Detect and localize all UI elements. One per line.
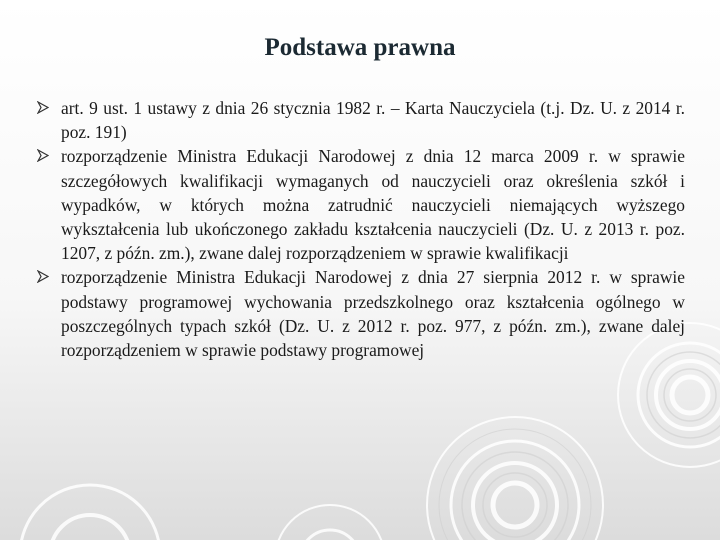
bullet-list [37,96,685,362]
bullet-item [37,96,685,144]
bullet-text: rozporządzenie Ministra Edukacji Narodowej z dnia 12 marca 2009 r. w sprawie szczegółowych kwalifikacji wymaganych od nauczycieli oraz określenia szkół i wypadków, w których można zatrudnić nauczycieli niemających wyższego wykształcenia lub ukończonego zakładu kształcenia nauczycieli (Dz. U. z 2013 r. poz. 1207, z późn. zm.), zwane dalej rozporządzeniem w sprawie kwalifikacji [61,146,685,264]
bullet-text: art. 9 ust. 1 ustawy z dnia 26 stycznia 1982 r. – Karta Nauczyciela (t.j. Dz. U. z 2014 r. poz. 191) [61,98,685,143]
bullet-text: rozporządzenie Ministra Edukacji Narodowej z dnia 27 sierpnia 2012 r. w sprawie podstawy programowej wychowania przedszkolnego oraz kształcenia ogólnego w poszczególnych typach szkół (Dz. U. z 2012 r. poz. 977, z późn. zm.), zwane dalej rozporządzeniem w sprawie podstawy programowej [61,267,685,361]
slide-title: Podstawa prawna [264,34,456,61]
arrowhead-bullet-icon [37,149,49,162]
arrowhead-bullet-icon [37,270,49,283]
bullet-item [37,265,685,362]
arrowhead-bullet-icon [37,101,49,114]
bullet-item [37,144,685,265]
